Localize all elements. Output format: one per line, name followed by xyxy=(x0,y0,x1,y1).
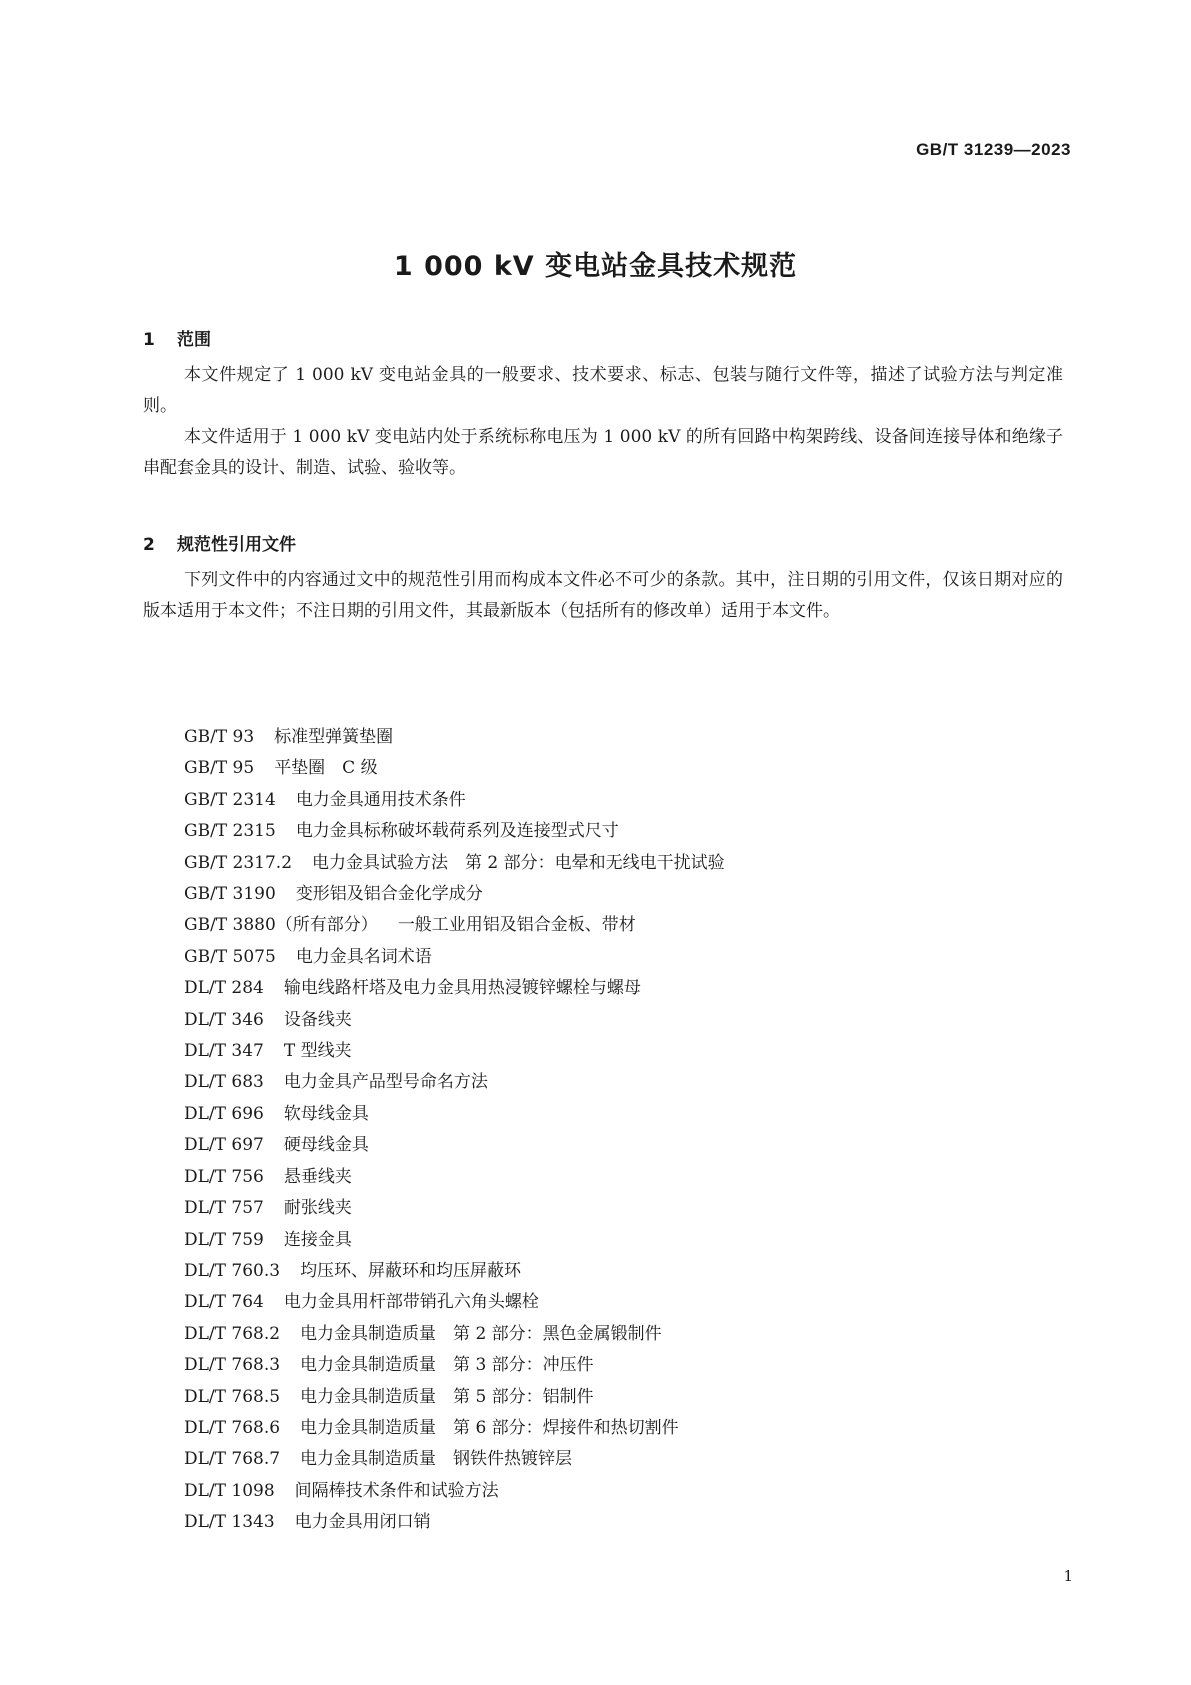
reference-title: 平垫圈 C 级 xyxy=(274,758,378,779)
reference-item xyxy=(184,785,725,816)
reference-code: GB/T 2317.2 xyxy=(184,852,293,873)
reference-title: 硬母线金具 xyxy=(283,1135,369,1156)
reference-title: 均压环、屏蔽环和均压屏蔽环 xyxy=(300,1260,522,1281)
reference-title: 电力金具试验方法 第 2 部分：电晕和无线电干扰试验 xyxy=(312,852,725,873)
reference-code: DL/T 284 xyxy=(184,978,264,999)
reference-item xyxy=(184,1476,725,1507)
reference-item xyxy=(184,1319,725,1350)
section-1-paragraph-2: 本文件适用于 1 000 kV 变电站内处于系统标称电压为 1 000 kV 的所有回路中构架跨线、设备间连接导体和绝缘子串配套金具的设计、制造、试验、验收等。 xyxy=(143,427,1063,478)
reference-title: 电力金具名词术语 xyxy=(295,946,432,967)
reference-item xyxy=(184,1444,725,1475)
section-2-intro: 下列文件中的内容通过文中的规范性引用而构成本文件必不可少的条款。其中，注日期的引用文件，仅该日期对应的版本适用于本文件；不注日期的引用文件，其最新版本（包括所有的修改单）适用于本文件。 xyxy=(143,570,1063,621)
reference-title: 电力金具通用技术条件 xyxy=(295,789,466,810)
reference-code: GB/T 3880（所有部分） xyxy=(184,915,378,936)
reference-list xyxy=(184,722,725,1539)
reference-title: 电力金具标称破坏载荷系列及连接型式尺寸 xyxy=(295,821,619,842)
section-1-title: 范围 xyxy=(177,330,211,350)
reference-item xyxy=(184,1099,725,1130)
reference-title: 输电线路杆塔及电力金具用热浸镀锌螺栓与螺母 xyxy=(283,978,641,999)
section-2-title: 规范性引用文件 xyxy=(177,535,296,555)
section-2-heading xyxy=(143,530,296,555)
page-number: 1 xyxy=(1063,1567,1073,1585)
reference-title: 连接金具 xyxy=(283,1229,352,1250)
reference-item xyxy=(184,1193,725,1224)
reference-code: DL/T 697 xyxy=(184,1135,264,1156)
reference-code: DL/T 768.7 xyxy=(184,1449,281,1470)
reference-code: DL/T 768.6 xyxy=(184,1417,281,1438)
reference-item xyxy=(184,1256,725,1287)
reference-code: GB/T 2315 xyxy=(184,821,276,842)
reference-item xyxy=(184,722,725,753)
reference-item xyxy=(184,1036,725,1067)
reference-item xyxy=(184,973,725,1004)
section-1-number: 1 xyxy=(143,330,155,350)
reference-item xyxy=(184,1067,725,1098)
reference-item xyxy=(184,848,725,879)
reference-code: DL/T 768.5 xyxy=(184,1386,281,1407)
reference-item xyxy=(184,1130,725,1161)
reference-code: DL/T 768.2 xyxy=(184,1323,281,1344)
section-1-paragraph-1: 本文件规定了 1 000 kV 变电站金具的一般要求、技术要求、标志、包装与随行文件等，描述了试验方法与判定准则。 xyxy=(143,365,1063,416)
reference-title: T 型线夹 xyxy=(283,1041,352,1062)
reference-code: DL/T 1343 xyxy=(184,1512,275,1533)
reference-item xyxy=(184,910,725,941)
reference-code: DL/T 760.3 xyxy=(184,1260,281,1281)
reference-title: 间隔棒技术条件和试验方法 xyxy=(294,1480,499,1501)
reference-code: GB/T 93 xyxy=(184,727,255,747)
reference-item xyxy=(184,816,725,847)
reference-item xyxy=(184,1507,725,1538)
reference-code: DL/T 759 xyxy=(184,1229,264,1250)
reference-code: GB/T 95 xyxy=(184,758,255,779)
reference-title: 标准型弹簧垫圈 xyxy=(274,727,394,747)
section-1-heading xyxy=(143,325,211,350)
reference-code: DL/T 757 xyxy=(184,1198,264,1219)
reference-item xyxy=(184,1162,725,1193)
reference-code: GB/T 2314 xyxy=(184,789,276,810)
reference-title: 电力金具制造质量 钢铁件热镀锌层 xyxy=(300,1449,573,1470)
reference-title: 耐张线夹 xyxy=(283,1198,352,1219)
reference-title: 电力金具制造质量 第 6 部分：焊接件和热切割件 xyxy=(300,1417,679,1438)
reference-code: DL/T 346 xyxy=(184,1009,264,1030)
reference-title: 变形铝及铝合金化学成分 xyxy=(295,884,483,905)
reference-item xyxy=(184,1413,725,1444)
reference-code: DL/T 764 xyxy=(184,1292,264,1313)
reference-code: DL/T 683 xyxy=(184,1072,264,1093)
reference-item xyxy=(184,1005,725,1036)
reference-code: DL/T 347 xyxy=(184,1041,264,1062)
reference-title: 软母线金具 xyxy=(283,1103,369,1124)
standard-number: GB/T 31239—2023 xyxy=(916,140,1071,159)
reference-title: 悬垂线夹 xyxy=(283,1166,352,1187)
reference-code: DL/T 696 xyxy=(184,1103,264,1124)
reference-code: DL/T 756 xyxy=(184,1166,264,1187)
reference-item xyxy=(184,753,725,784)
reference-title: 电力金具用闭口销 xyxy=(294,1512,431,1533)
reference-item xyxy=(184,1350,725,1381)
reference-item xyxy=(184,942,725,973)
reference-item xyxy=(184,879,725,910)
reference-title: 电力金具制造质量 第 2 部分：黑色金属锻制件 xyxy=(300,1323,662,1344)
reference-item xyxy=(184,1287,725,1318)
reference-title: 电力金具制造质量 第 3 部分：冲压件 xyxy=(300,1355,594,1376)
document-title: 1 000 kV 变电站金具技术规范 xyxy=(393,251,798,282)
reference-title: 设备线夹 xyxy=(283,1009,352,1030)
reference-code: DL/T 768.3 xyxy=(184,1355,281,1376)
section-2-number: 2 xyxy=(143,535,155,555)
reference-item xyxy=(184,1382,725,1413)
reference-code: GB/T 3190 xyxy=(184,884,276,905)
reference-code: GB/T 5075 xyxy=(184,946,276,967)
reference-code: DL/T 1098 xyxy=(184,1480,275,1501)
reference-title: 电力金具用杆部带销孔六角头螺栓 xyxy=(283,1292,539,1313)
reference-title: 一般工业用铝及铝合金板、带材 xyxy=(397,915,636,936)
reference-item xyxy=(184,1225,725,1256)
reference-title: 电力金具制造质量 第 5 部分：铝制件 xyxy=(300,1386,594,1407)
reference-title: 电力金具产品型号命名方法 xyxy=(283,1072,488,1093)
